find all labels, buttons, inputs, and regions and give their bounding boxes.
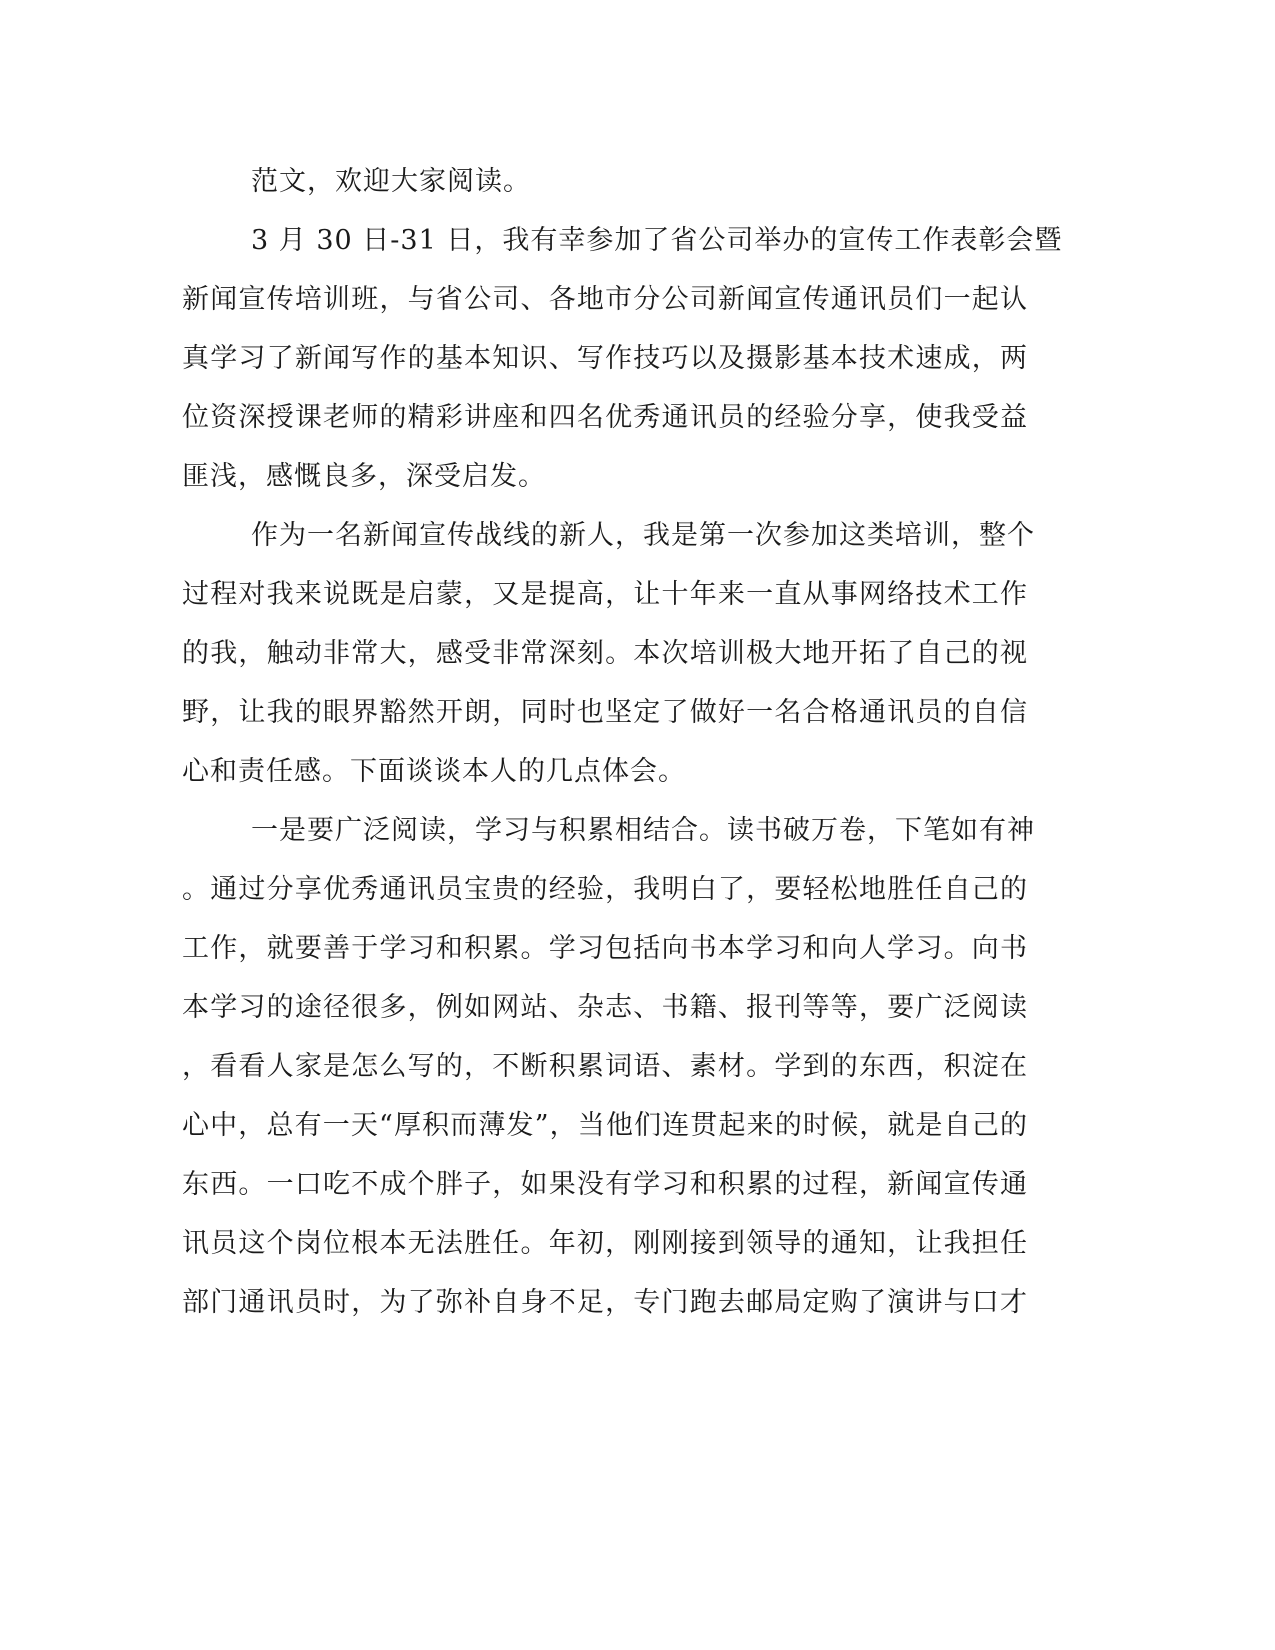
text-line: 心中，总有一天“厚积而薄发”，当他们连贯起来的时候，就是自己的: [182, 1110, 1028, 1141]
text-line: 讯员这个岗位根本无法胜任。年初，刚刚接到领导的通知，让我担任: [182, 1228, 1028, 1259]
text-line: 3 月 30 日-31 日，我有幸参加了省公司举办的宣传工作表彰会暨: [251, 225, 1063, 256]
text-line: 作为一名新闻宣传战线的新人，我是第一次参加这类培训，整个: [251, 520, 1035, 551]
text-line: 。通过分享优秀通讯员宝贵的经验，我明白了，要轻松地胜任自己的: [182, 874, 1028, 905]
text-line: ，看看人家是怎么写的，不断积累词语、素材。学到的东西，积淀在: [182, 1051, 1028, 1082]
text-line: 新闻宣传培训班，与省公司、各地市分公司新闻宣传通讯员们一起认: [182, 284, 1028, 315]
text-line: 范文，欢迎大家阅读。: [251, 166, 531, 197]
text-line: 的我，触动非常大，感受非常深刻。本次培训极大地开拓了自己的视: [182, 638, 1028, 669]
text-line: 位资深授课老师的精彩讲座和四名优秀通讯员的经验分享，使我受益: [182, 402, 1028, 433]
text-line: 野，让我的眼界豁然开朗，同时也坚定了做好一名合格通讯员的自信: [182, 697, 1028, 728]
text-line: 部门通讯员时，为了弥补自身不足，专门跑去邮局定购了演讲与口才: [182, 1287, 1028, 1318]
text-line: 过程对我来说既是启蒙，又是提高，让十年来一直从事网络技术工作: [182, 579, 1028, 610]
text-line: 一是要广泛阅读，学习与积累相结合。读书破万卷，下笔如有神: [251, 815, 1035, 846]
text-line: 本学习的途径很多，例如网站、杂志、书籍、报刊等等，要广泛阅读: [182, 992, 1028, 1023]
text-line: 心和责任感。下面谈谈本人的几点体会。: [182, 756, 686, 787]
text-line: 匪浅，感慨良多，深受启发。: [182, 461, 546, 492]
text-line: 真学习了新闻写作的基本知识、写作技巧以及摄影基本技术速成，两: [182, 343, 1028, 374]
text-line: 工作，就要善于学习和积累。学习包括向书本学习和向人学习。向书: [182, 933, 1028, 964]
text-line: 东西。一口吃不成个胖子，如果没有学习和积累的过程，新闻宣传通: [182, 1169, 1028, 1200]
